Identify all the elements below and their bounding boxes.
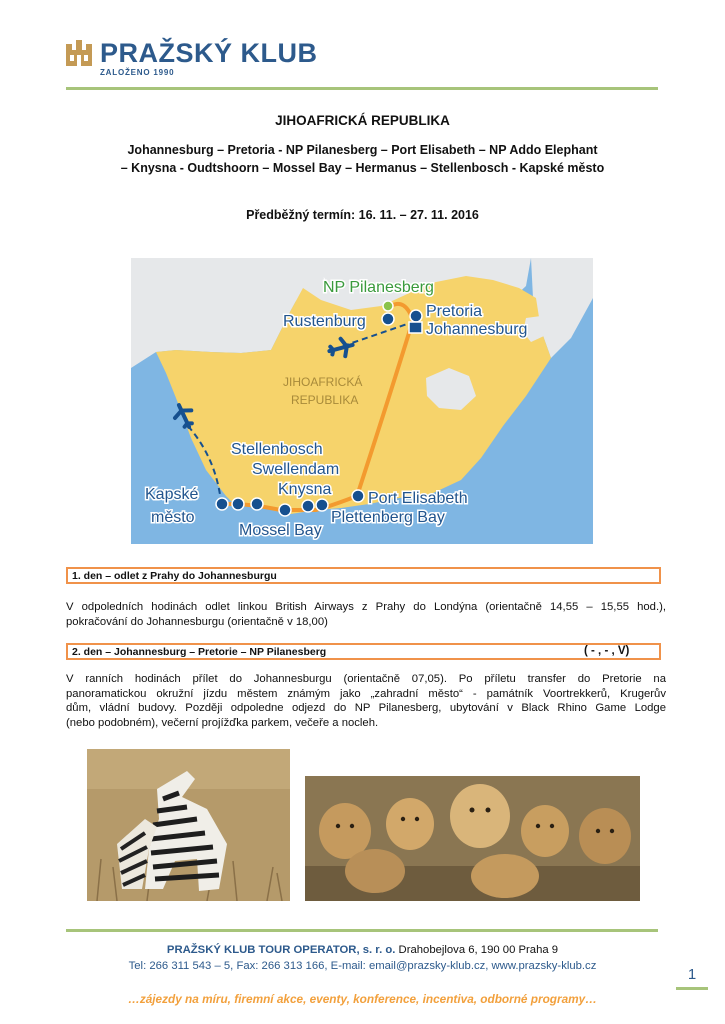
- label-np-pilanesberg: NP Pilanesberg: [323, 279, 434, 296]
- day-2-description: [66, 672, 666, 730]
- day-2-meals: ( - , - , V): [584, 645, 630, 657]
- marker-stellenbosch: [232, 498, 244, 510]
- marker-np-pilanesberg: [383, 301, 393, 311]
- day-1-heading: 1. den – odlet z Prahy do Johannesburgu: [72, 570, 277, 582]
- label-country-2: REPUBLIKA: [291, 393, 359, 407]
- day-2-heading-box: [66, 643, 661, 660]
- page-number: 1: [687, 966, 697, 983]
- route-line-1: Johannesburg – Pretoria - NP Pilanesberg – Port Elisabeth – NP Addo Elephant: [127, 143, 598, 157]
- footer-address: Drahobejlova 6, 190 00 Praha 9: [395, 944, 559, 956]
- marker-johannesburg-airport: [409, 322, 422, 333]
- day-1-heading-box: [66, 567, 661, 584]
- label-mossel-bay: Mossel Bay: [239, 522, 322, 539]
- day-2-line: (nebo podobném), večerní projížďka parkem, večeře a nocleh.: [66, 716, 379, 729]
- marker-swellendam: [251, 498, 263, 510]
- day-2-heading: 2. den – Johannesburg – Pretorie – NP Pilanesberg: [72, 646, 327, 658]
- day-1-line: V odpoledních hodinách odlet linkou British Airways z Prahy do Londýna (orientačně 14,55 – 15,55 hod.),: [66, 601, 666, 613]
- castle-logo-icon: [64, 38, 94, 68]
- label-plettenberg-bay: Plettenberg Bay: [331, 509, 445, 526]
- footer-tagline: …zájezdy na míru, firemní akce, eventy, konference, incentiva, odborné programy…: [128, 992, 597, 1006]
- day-1-description: [66, 600, 666, 629]
- label-pretoria: Pretoria: [426, 303, 483, 320]
- marker-rustenburg: [382, 313, 394, 325]
- label-kapske-2: město: [151, 509, 195, 526]
- page-title: JIHOAFRICKÁ REPUBLIKA: [275, 113, 450, 128]
- marker-plettenberg-bay: [316, 499, 328, 511]
- route-map: [131, 258, 593, 544]
- route-line-2: – Knysna - Oudtshoorn – Mossel Bay – Hermanus – Stellenbosch - Kapské město: [120, 161, 605, 175]
- header-divider: [66, 87, 658, 90]
- day-2-line: dům, vládní budovy. Později odpoledne odjezd do NP Pilanesberg, ubytování v Black Rhino Game Lodge: [66, 702, 666, 714]
- tour-dates: Předběžný termín: 16. 11. – 27. 11. 2016: [246, 208, 479, 222]
- page-number-underline: [676, 987, 708, 990]
- marker-mossel-bay: [279, 504, 291, 516]
- marker-port-elisabeth: [352, 490, 364, 502]
- label-knysna: Knysna: [278, 481, 332, 498]
- label-johannesburg: Johannesburg: [426, 321, 528, 338]
- footer-company: PRAŽSKÝ KLUB TOUR OPERATOR, s. r. o.: [166, 944, 396, 956]
- brand-logo-text: PRAŽSKÝ KLUB: [100, 38, 318, 68]
- brand-founded: ZALOŽENO 1990: [100, 68, 175, 77]
- footer-contact: Tel: 266 311 543 – 5, Fax: 266 313 166, E-mail: email@prazsky-klub.cz, www.prazsky-klub.cz: [128, 960, 597, 972]
- label-kapske-1: Kapské: [145, 486, 199, 503]
- footer-divider: [66, 929, 658, 932]
- day-2-line: V ranních hodinách přílet do Johannesburgu (orientačně 07,05). Po příletu transfer do Pretorie na: [66, 673, 666, 685]
- day-1-line: pokračování do Johannesburgu (orientačně v 18,00): [66, 615, 328, 628]
- footer-company-line: [0, 944, 725, 956]
- label-swellendam: Swellendam: [252, 461, 340, 478]
- day-2-line: panoramatickou okružní jízdu městem známým jako „zahradní město“ - památník Voortrekkerů, Krugerův: [66, 687, 666, 700]
- label-port-elisabeth: Port Elisabeth: [368, 490, 468, 507]
- marker-kapske-mesto: [216, 498, 228, 510]
- marker-pretoria: [410, 310, 422, 322]
- zebra-photo: [87, 749, 290, 901]
- marker-knysna: [302, 500, 314, 512]
- label-stellenbosch: Stellenbosch: [231, 441, 323, 458]
- lions-photo: [305, 776, 640, 901]
- label-country-1: JIHOAFRICKÁ: [283, 375, 363, 389]
- label-rustenburg: Rustenburg: [283, 313, 366, 330]
